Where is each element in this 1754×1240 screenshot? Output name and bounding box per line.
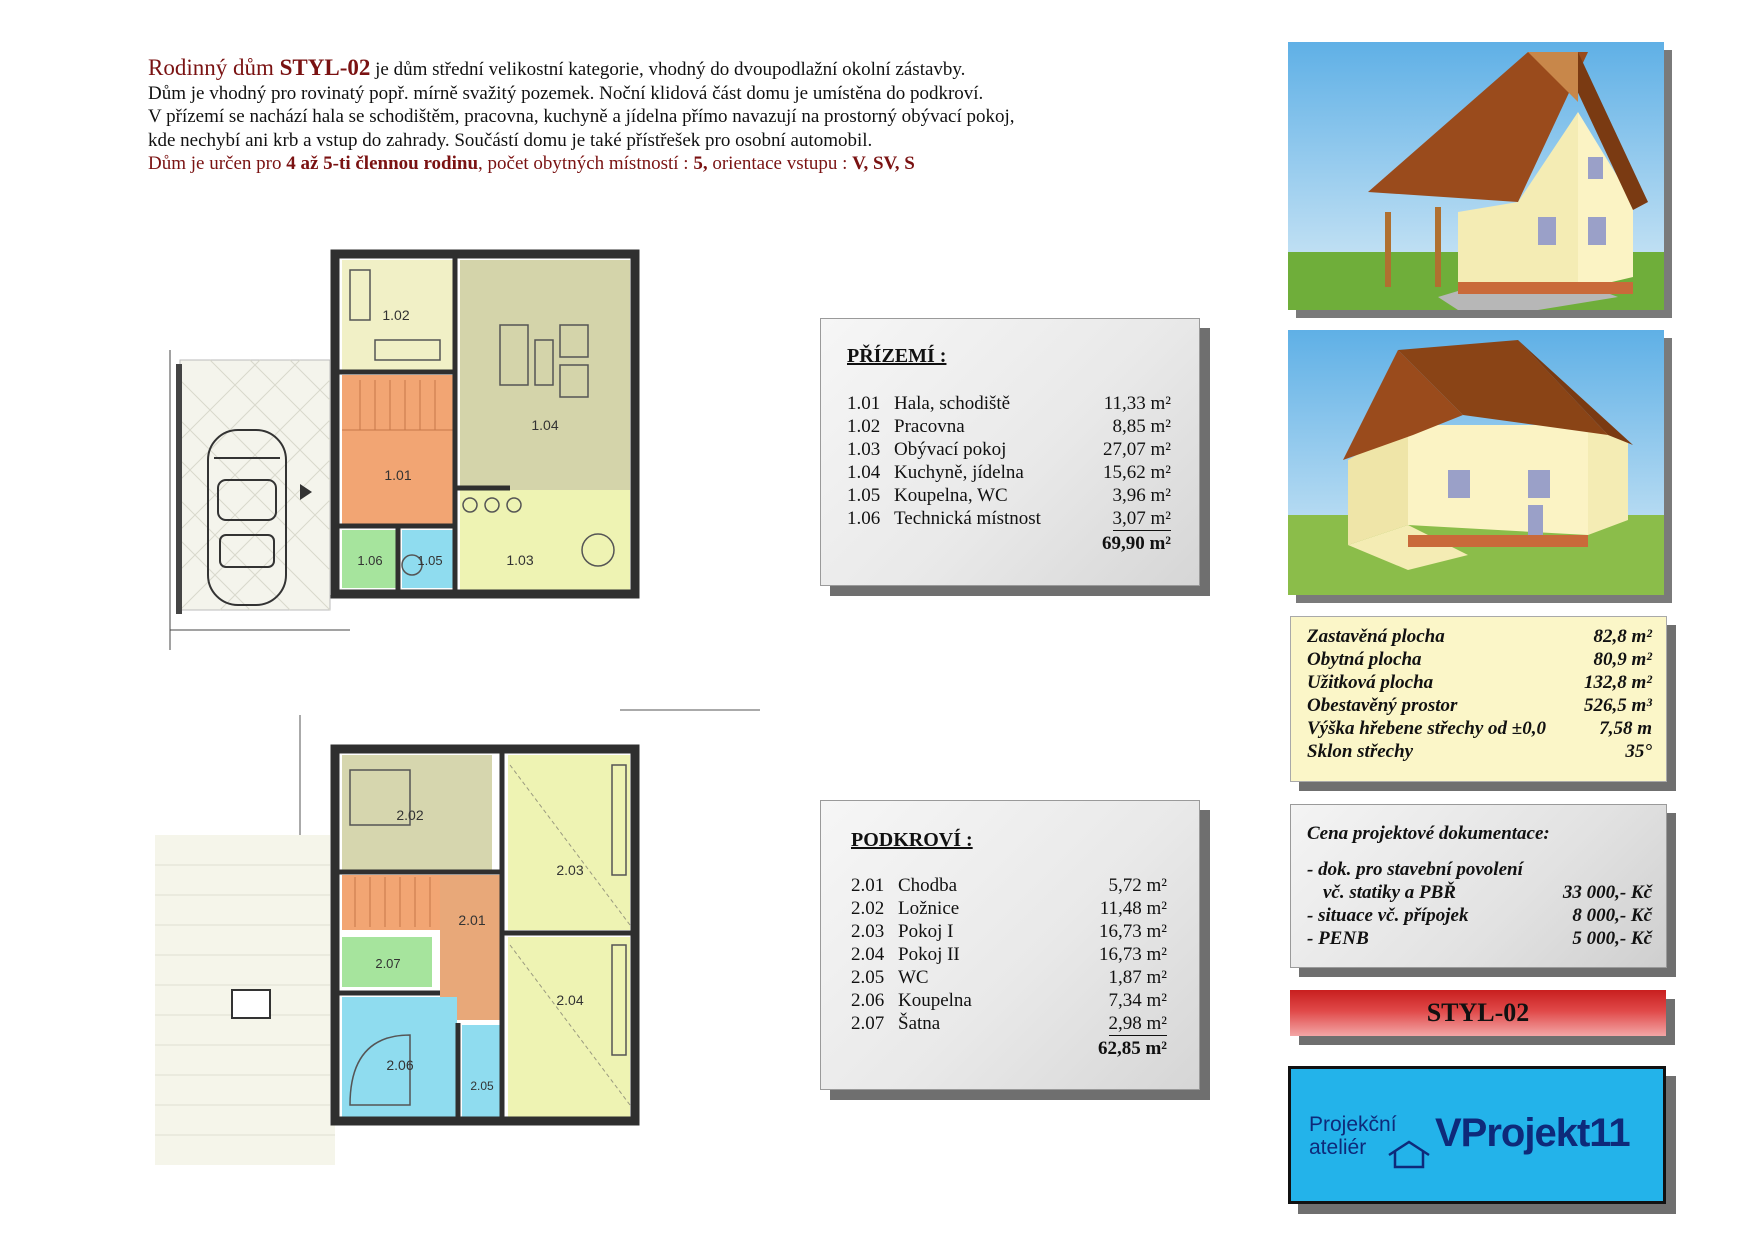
- price-value: 8 000,- Kč: [1572, 905, 1652, 926]
- ground-label-1-01: 1.01: [384, 467, 412, 483]
- intro-line-1: [148, 56, 1128, 82]
- room-num: 1.03: [847, 439, 881, 460]
- upper-label-2-04: 2.04: [556, 992, 584, 1008]
- intro-family-size: 4 až 5-ti člennou rodinu: [286, 153, 479, 174]
- stat-label: Užitková plocha: [1307, 672, 1434, 693]
- price-row: [1307, 859, 1652, 882]
- intro-rooms-count: 5,: [693, 153, 708, 174]
- ground-floor-total: 69,90 m²: [1101, 533, 1171, 554]
- intro-style-name: STYL-02: [279, 55, 371, 80]
- ground-room-1-03: [460, 260, 630, 490]
- room-area: 3,07 m²: [1112, 508, 1171, 529]
- room-name: Technická místnost: [894, 508, 1041, 529]
- stat-row: [1307, 741, 1652, 764]
- intro-rooms-lead: , počet obytných místností :: [478, 153, 694, 174]
- stat-row: [1307, 695, 1652, 718]
- house-render-back: [1288, 330, 1664, 595]
- room-name: Chodba: [898, 875, 958, 896]
- price-row: [1307, 905, 1652, 928]
- room-num: 1.04: [847, 462, 881, 483]
- intro-line-5: [148, 152, 1128, 176]
- table-row: [847, 485, 1171, 508]
- stat-label: Sklon střechy: [1307, 741, 1414, 762]
- room-area: 5,72 m²: [1108, 875, 1167, 896]
- room-name: WC: [898, 967, 929, 988]
- stat-value: 526,5 m³: [1584, 695, 1652, 716]
- table-row: [847, 439, 1171, 462]
- room-num: 2.07: [851, 1013, 885, 1034]
- stat-row: [1307, 649, 1652, 672]
- upper-room-2-05: [462, 1025, 502, 1117]
- table-row: [847, 508, 1171, 531]
- logo: [1288, 1066, 1666, 1204]
- house-render-front: [1288, 42, 1664, 310]
- room-name: Koupelna: [898, 990, 972, 1011]
- price-label: - dok. pro stavební povolení: [1307, 859, 1523, 880]
- upper-label-2-03: 2.03: [556, 862, 584, 878]
- room-num: 2.06: [851, 990, 885, 1011]
- stat-value: 80,9 m²: [1593, 649, 1652, 670]
- room-name: Pracovna: [894, 416, 965, 437]
- ground-label-1-05: 1.05: [417, 553, 443, 568]
- table-row: [847, 416, 1171, 439]
- intro-paragraph: [148, 56, 1128, 176]
- table-row: [851, 967, 1167, 990]
- stat-row: [1307, 626, 1652, 649]
- intro-lead: Rodinný dům: [148, 55, 280, 80]
- table-row: [851, 944, 1167, 967]
- table-row: [851, 875, 1167, 898]
- intro-orientation-lead: orientace vstupu :: [707, 153, 853, 174]
- stat-label: Obytná plocha: [1307, 649, 1422, 670]
- upper-label-2-05: 2.05: [470, 1079, 494, 1093]
- ground-floor-rows: [847, 393, 1171, 573]
- stat-value: 7,58 m: [1599, 718, 1652, 739]
- table-row: [851, 898, 1167, 921]
- table-row: [851, 921, 1167, 944]
- room-name: Koupelna, WC: [894, 485, 1008, 506]
- upper-floor-plan: [150, 705, 760, 1175]
- stat-value: 132,8 m²: [1584, 672, 1652, 693]
- price-box: [1290, 804, 1667, 968]
- ground-label-1-04: 1.04: [531, 417, 559, 433]
- upper-floor-rows: [851, 875, 1167, 1075]
- room-area: 16,73 m²: [1099, 921, 1167, 942]
- room-name: Ložnice: [898, 898, 960, 919]
- intro-family-lead: Dům je určen pro: [148, 153, 287, 174]
- price-label: - situace vč. přípojek: [1307, 905, 1469, 926]
- ground-floor-plan: [150, 230, 760, 670]
- table-row: [847, 462, 1171, 485]
- room-name: Obývací pokoj: [894, 439, 1007, 460]
- intro-line-3: V přízemí se nachází hala se schodištěm, pracovna, kuchyně a jídelna přímo navazují na prostorný obývací pokoj,: [148, 106, 1015, 127]
- logo-line-2: ateliér: [1309, 1136, 1367, 1159]
- ground-label-1-03: 1.03: [506, 552, 534, 568]
- room-name: Šatna: [898, 1013, 941, 1034]
- room-area: 8,85 m²: [1112, 416, 1171, 437]
- upper-label-2-06: 2.06: [386, 1057, 414, 1073]
- room-area: 7,34 m²: [1108, 990, 1167, 1011]
- room-num: 2.05: [851, 967, 885, 988]
- intro-line-1-rest: je dům střední velikostní kategorie, vhodný do dvoupodlažní okolní zástavby.: [370, 59, 966, 80]
- table-row: [851, 990, 1167, 1013]
- price-value: 33 000,- Kč: [1562, 882, 1652, 903]
- logo-line-1: Projekční: [1309, 1113, 1397, 1136]
- room-name: Pokoj I: [898, 921, 954, 942]
- room-area: 11,33 m²: [1103, 393, 1171, 414]
- table-row: [851, 1013, 1167, 1036]
- room-area: 27,07 m²: [1103, 439, 1171, 460]
- room-num: 2.04: [851, 944, 885, 965]
- stat-label: Výška hřebene střechy od ±0,0: [1307, 718, 1546, 739]
- room-area: 15,62 m²: [1103, 462, 1171, 483]
- ground-floor-heading: PŘÍZEMÍ :: [847, 345, 947, 367]
- stat-value: 35°: [1625, 741, 1652, 762]
- room-area: 11,48 m²: [1099, 898, 1167, 919]
- ground-room-1-01: [342, 375, 454, 525]
- price-row: [1307, 928, 1652, 951]
- stat-label: Obestavěný prostor: [1307, 695, 1458, 716]
- stat-row: [1307, 718, 1652, 741]
- room-num: 2.01: [851, 875, 885, 896]
- room-num: 1.02: [847, 416, 881, 437]
- price-label: vč. statiky a PBŘ: [1323, 882, 1456, 903]
- price-heading: Cena projektové dokumentace:: [1307, 823, 1550, 844]
- upper-label-2-01: 2.01: [458, 912, 486, 928]
- logo-subtitle: [1309, 1113, 1397, 1159]
- skylight-icon: [232, 990, 270, 1018]
- logo-brand: VProjekt11: [1435, 1111, 1630, 1155]
- price-value: 5 000,- Kč: [1572, 928, 1652, 949]
- intro-orientation: V, SV, S: [852, 153, 915, 174]
- room-area: 3,96 m²: [1112, 485, 1171, 506]
- room-name: Pokoj II: [898, 944, 960, 965]
- upper-floor-heading: PODKROVÍ :: [851, 829, 973, 851]
- room-num: 1.06: [847, 508, 881, 529]
- room-num: 2.03: [851, 921, 885, 942]
- upper-label-2-02: 2.02: [396, 807, 424, 823]
- upper-floor-total: 62,85 m²: [1097, 1038, 1167, 1059]
- ground-floor-table: [820, 318, 1200, 586]
- room-name: Kuchyně, jídelna: [894, 462, 1024, 483]
- room-num: 1.01: [847, 393, 881, 414]
- style-label: STYL-02: [1290, 990, 1666, 1036]
- room-num: 1.05: [847, 485, 881, 506]
- room-area: 1,87 m²: [1108, 967, 1167, 988]
- room-num: 2.02: [851, 898, 885, 919]
- upper-label-2-07: 2.07: [375, 956, 401, 971]
- stat-value: 82,8 m²: [1593, 626, 1652, 647]
- upper-floor-table: [820, 800, 1200, 1090]
- room-name: Hala, schodiště: [894, 393, 1011, 414]
- price-row: [1307, 882, 1652, 905]
- room-area: 16,73 m²: [1099, 944, 1167, 965]
- stat-label: Zastavěná plocha: [1307, 626, 1445, 647]
- room-area: 2,98 m²: [1108, 1013, 1167, 1034]
- stat-row: [1307, 672, 1652, 695]
- price-label: - PENB: [1307, 928, 1369, 949]
- building-stats: [1290, 616, 1667, 782]
- intro-line-2: Dům je vhodný pro rovinatý popř. mírně svažitý pozemek. Noční klidová část domu je umístěna do podkroví.: [148, 82, 984, 104]
- intro-line-4: kde nechybí ani krb a vstup do zahrady. Součástí domu je také přístřešek pro osobní automobil.: [148, 129, 873, 151]
- table-row: [847, 393, 1171, 416]
- house-icon: [1387, 1139, 1431, 1169]
- ground-label-1-06: 1.06: [357, 553, 383, 568]
- ground-label-1-02: 1.02: [382, 307, 410, 323]
